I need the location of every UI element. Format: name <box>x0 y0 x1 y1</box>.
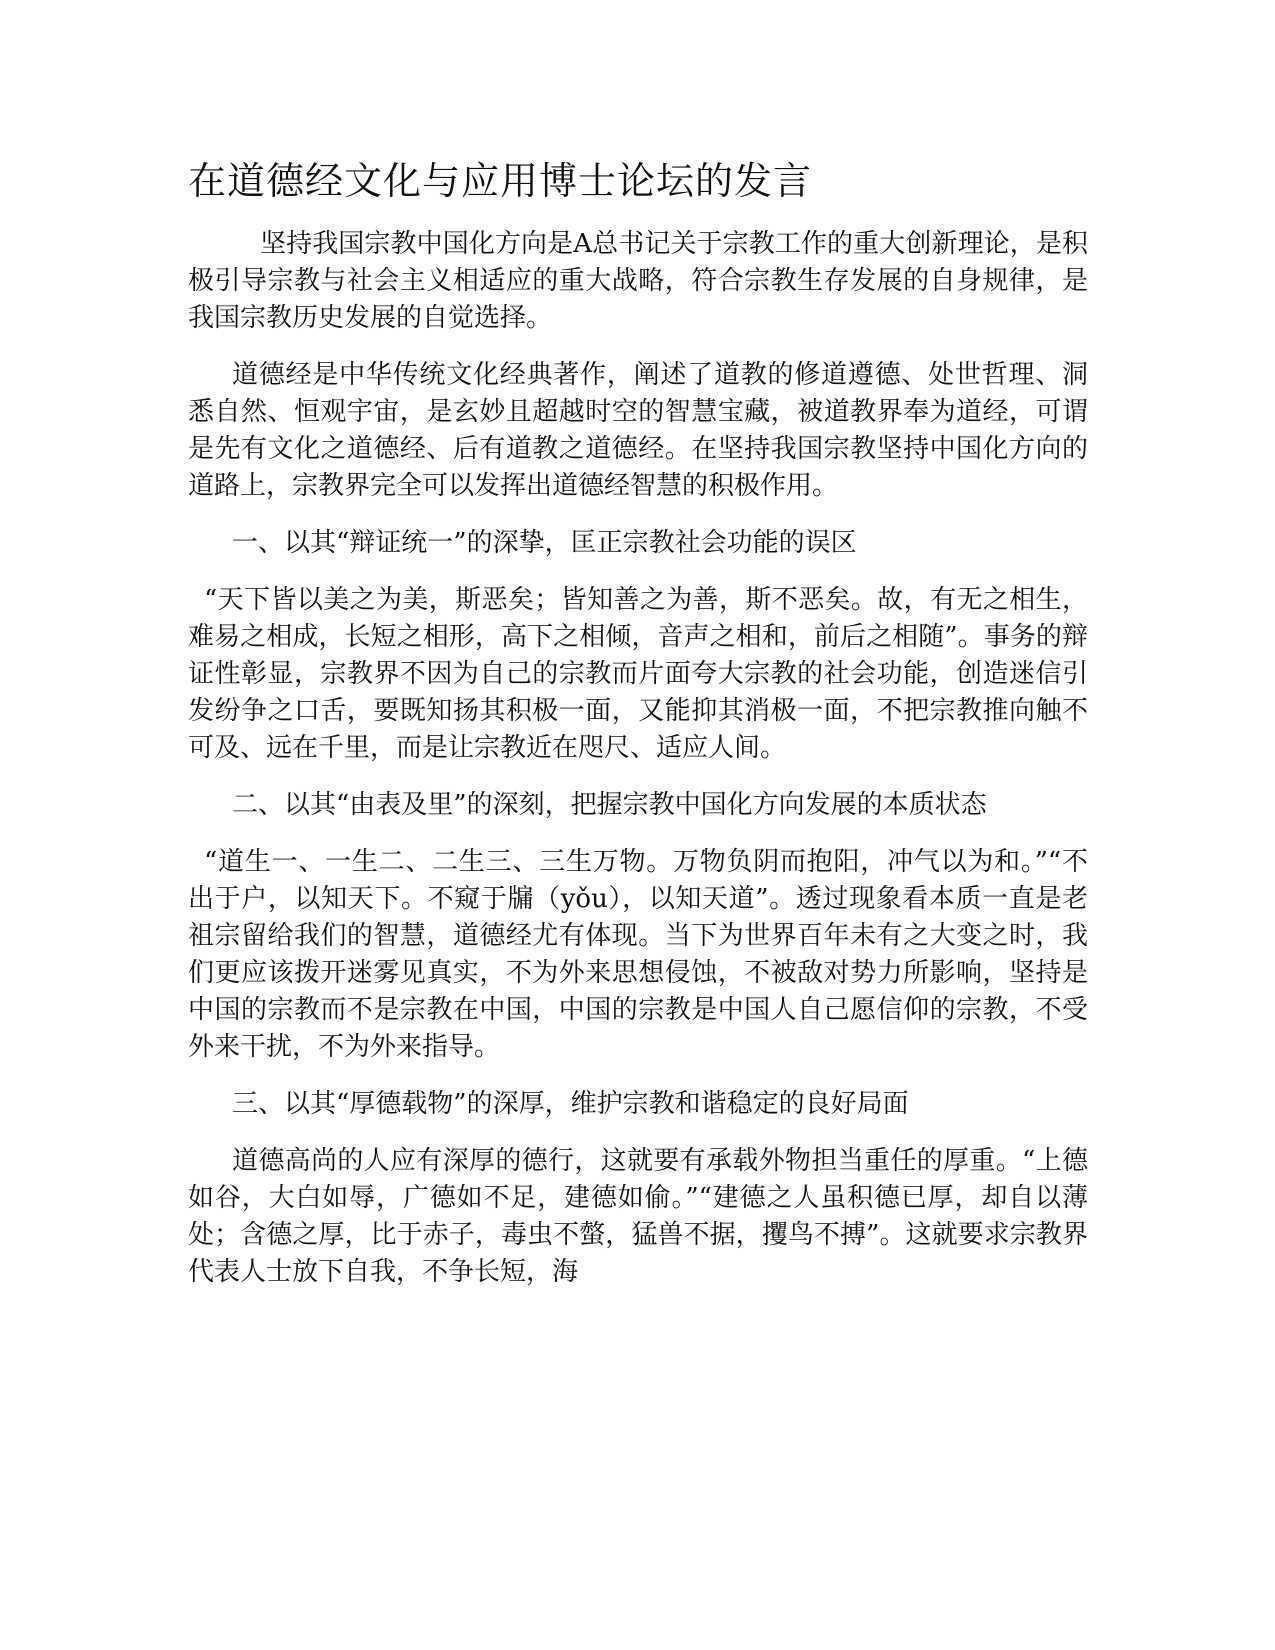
paragraph-daodejing: 道德经是中华传统文化经典著作，阐述了道教的修道遵德、处世哲理、洞悉自然、恒观宇宙，是玄妙且超越时空的智慧宝藏，被道教界奉为道经，可谓是先有文化之道德经、后有道教之道德经。在坚持我国宗教坚持中国化方向的道路上，宗教界完全可以发挥出道德经智慧的积极作用。 <box>188 360 1088 501</box>
paragraph-section-1: “天下皆以美之为美，斯恶矣；皆知善之为善，斯不恶矣。故，有无之相生，难易之相成，长短之相形，高下之相倾，音声之相和，前后之相随”。事务的辩证性彰显，宗教界不因为自己的宗教而片面夸大宗教的社会功能，创造迷信引发纷争之口舌，要既知扬其积极一面，又能抑其消极一面，不把宗教推向触不可及、远在千里，而是让宗教近在咫尺、适应人间。 <box>188 585 1088 763</box>
paragraph-section-3: 道德高尚的人应有深厚的德行，这就要有承载外物担当重任的厚重。“上德如谷，大白如辱，广德如不足，建德如偷。”“建德之人虽积德已厚，却自以薄处；含德之厚，比于赤子，毒虫不螫，猛兽不据，攫鸟不搏”。这就要求宗教界代表人士放下自我，不争长短，海 <box>188 1146 1088 1287</box>
document-body <box>188 226 1088 1311</box>
document-title: 在道德经文化与应用博士论坛的发言 <box>188 159 813 203</box>
paragraph-intro: 坚持我国宗教中国化方向是A总书记关于宗教工作的重大创新理论，是积极引导宗教与社会主义相适应的重大战略，符合宗教生存发展的自身规律，是我国宗教历史发展的自觉选择。 <box>188 229 1088 333</box>
paragraph-section-2: “道生一、一生二、二生三、三生万物。万物负阴而抱阳，冲气以为和。”“不出于户，以知天下。不窥于牖（yǒu），以知天道”。透过现象看本质一直是老祖宗留给我们的智慧，道德经尤有体现。当下为世界百年未有之大变之时，我们更应该拨开迷雾见真实，不为外来思想侵蚀，不被敌对势力所影响，坚持是中国的宗教而不是宗教在中国，中国的宗教是中国人自己愿信仰的宗教，不受外来干扰，不为外来指导。 <box>188 847 1088 1062</box>
section-heading-1: 一、以其“辩证统一”的深挚，匡正宗教社会功能的误区 <box>232 528 857 558</box>
section-heading-3: 三、以其“厚德载物”的深厚，维护宗教和谐稳定的良好局面 <box>232 1089 909 1119</box>
section-heading-2: 二、以其“由表及里”的深刻，把握宗教中国化方向发展的本质状态 <box>232 790 987 820</box>
